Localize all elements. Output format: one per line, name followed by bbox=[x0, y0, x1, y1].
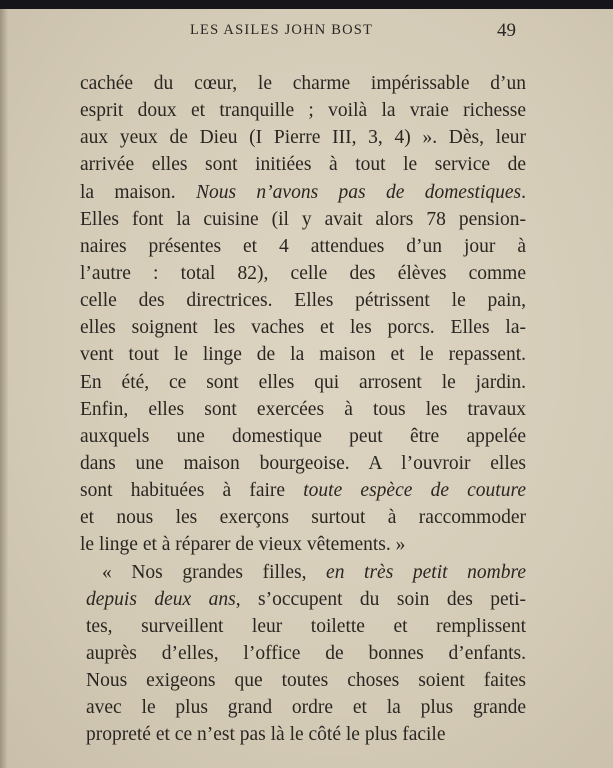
text-run: sont habituées à faire bbox=[80, 480, 304, 502]
text-line bbox=[80, 97, 526, 124]
page-header bbox=[0, 22, 613, 46]
text-run: la maison. bbox=[80, 181, 196, 203]
text-run: tes, surveillent leur toilette et remplissent bbox=[86, 615, 526, 637]
text-line bbox=[80, 341, 526, 368]
text-run: , s’occupent du soin des peti- bbox=[235, 588, 526, 610]
text-line bbox=[80, 477, 526, 504]
text-run: Nous exigeons que toutes choses soient faites bbox=[86, 670, 526, 692]
text-run: avec le plus grand ordre et la plus grande bbox=[86, 697, 526, 719]
text-line bbox=[80, 531, 526, 558]
page-gutter-shadow bbox=[0, 9, 8, 768]
text-run: auxquels une domestique peut être appelée bbox=[80, 425, 526, 447]
text-run: et nous les exerçons surtout à raccommoder bbox=[80, 507, 526, 529]
text-line bbox=[80, 504, 526, 531]
text-line bbox=[80, 640, 526, 667]
text-run: naires présentes et 4 attendues d’un jour à bbox=[80, 235, 526, 257]
text-run: auprès d’elles, l’office de bonnes d’enfants. bbox=[86, 642, 526, 664]
text-run: celle des directrices. Elles pétrissent le pain, bbox=[80, 290, 526, 312]
italic-text-run: Nous n’avons pas de domestiques bbox=[195, 181, 522, 203]
text-line bbox=[80, 450, 526, 477]
text-line bbox=[80, 613, 526, 640]
italic-text-run: toute espèce de couture bbox=[303, 480, 526, 502]
text-run: le linge et à réparer de vieux vêtements. » bbox=[80, 534, 406, 556]
text-run: Enfin, elles sont exercées à tous les travaux bbox=[80, 398, 526, 420]
scan-top-border bbox=[0, 0, 613, 9]
text-line bbox=[80, 179, 526, 206]
text-run: . bbox=[521, 181, 526, 203]
body-text bbox=[80, 70, 526, 749]
text-run: En été, ce sont elles qui arrosent le jardin. bbox=[80, 371, 526, 393]
text-line bbox=[80, 287, 526, 314]
text-line bbox=[80, 586, 526, 613]
text-line bbox=[80, 423, 526, 450]
text-line bbox=[80, 559, 526, 586]
italic-text-run: depuis deux ans bbox=[86, 588, 236, 610]
text-run: « Nos grandes filles, bbox=[102, 561, 327, 583]
text-line bbox=[80, 260, 526, 287]
italic-text-run: en très petit nombre bbox=[326, 561, 526, 583]
text-run: arrivée elles sont initiées à tout le service de bbox=[80, 154, 526, 176]
text-run: cachée du cœur, le charme impérissable d’un bbox=[80, 73, 526, 94]
text-line bbox=[80, 369, 526, 396]
text-run: vent tout le linge de la maison et le repassent. bbox=[80, 344, 526, 366]
text-run: aux yeux de Dieu (I Pierre III, 3, 4) ». Dès, leur bbox=[80, 127, 526, 149]
text-line bbox=[80, 721, 526, 748]
text-run: esprit doux et tranquille ; voilà la vraie richesse bbox=[80, 100, 526, 122]
text-run: l’autre : total 82), celle des élèves comme bbox=[80, 262, 526, 284]
text-line bbox=[80, 151, 526, 178]
text-line bbox=[80, 124, 526, 151]
text-line bbox=[80, 233, 526, 260]
text-line bbox=[80, 206, 526, 233]
page-number: 49 bbox=[497, 20, 516, 41]
text-line bbox=[80, 667, 526, 694]
text-run: dans une maison bourgeoise. A l’ouvroir elles bbox=[80, 452, 526, 474]
text-run: elles soignent les vaches et les porcs. Elles la- bbox=[80, 317, 526, 339]
text-line bbox=[80, 314, 526, 341]
text-line bbox=[80, 70, 526, 97]
text-line bbox=[80, 694, 526, 721]
text-line bbox=[80, 396, 526, 423]
text-run: propreté et ce n’est pas là le côté le plus facile bbox=[86, 724, 446, 746]
running-head: LES ASILES JOHN BOST bbox=[190, 22, 374, 38]
text-run: Elles font la cuisine (il y avait alors 78 pension- bbox=[80, 208, 526, 230]
